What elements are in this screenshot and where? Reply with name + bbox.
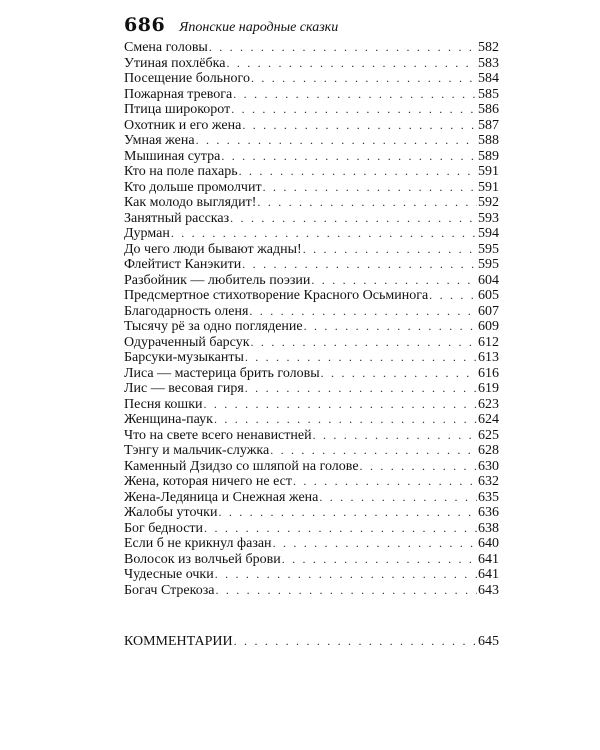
toc-entry[interactable] (124, 242, 499, 258)
table-of-contents (124, 40, 499, 598)
toc-entry[interactable] (124, 211, 499, 227)
toc-entry-title: Предсмертное стихотворение Красного Осьминога (124, 288, 429, 303)
toc-entry-page: 641 (478, 567, 499, 582)
dot-leader (245, 381, 477, 397)
toc-entry-page: 609 (478, 319, 499, 334)
dot-leader (273, 536, 477, 552)
toc-entry-page: 583 (478, 55, 499, 71)
dot-leader (263, 180, 477, 196)
dot-leader (218, 505, 477, 521)
dot-leader (257, 195, 477, 211)
toc-entry-page: 645 (478, 634, 499, 649)
toc-entry[interactable] (124, 288, 499, 304)
toc-entry[interactable] (124, 226, 499, 242)
dot-leader (226, 56, 477, 72)
dot-leader (215, 583, 477, 599)
toc-entry[interactable] (124, 567, 499, 583)
dot-leader (293, 474, 477, 490)
toc-entry-page: 638 (478, 520, 499, 536)
toc-entry-page: 613 (478, 350, 499, 365)
toc-entry-page: 643 (478, 582, 499, 598)
dot-leader (234, 632, 477, 650)
toc-entry-title: Каменный Дзидзо со шляпой на голове (124, 458, 359, 474)
toc-entry-page: 623 (478, 396, 499, 412)
toc-entry-page: 591 (478, 179, 499, 195)
toc-entry-page: 628 (478, 443, 499, 458)
dot-leader (251, 335, 477, 351)
toc-entry-title: Как молодо выглядит! (124, 195, 257, 210)
toc-entry-title: Умная жена (124, 133, 195, 148)
toc-entry-page: 585 (478, 86, 499, 102)
toc-entry-title: Занятный рассказ (124, 210, 230, 226)
dot-leader (429, 288, 477, 304)
toc-entry-title: Разбойник — любитель поэзии (124, 272, 311, 288)
toc-entry[interactable] (124, 102, 499, 118)
toc-entry[interactable] (124, 335, 499, 351)
toc-entry-commentary[interactable] (124, 632, 499, 650)
toc-entry-page: 595 (478, 241, 499, 257)
toc-entry[interactable] (124, 350, 499, 366)
toc-entry-page: 589 (478, 148, 499, 164)
toc-entry-title: Лис — весовая гиря (124, 381, 244, 396)
page-header (124, 14, 338, 38)
toc-entry-page: 635 (478, 489, 499, 505)
toc-entry-page: 604 (478, 272, 499, 288)
toc-entry-page: 591 (478, 164, 499, 179)
toc-entry-title: Флейтист Канэкити (124, 257, 242, 272)
toc-entry[interactable] (124, 56, 499, 72)
toc-entry[interactable] (124, 195, 499, 211)
toc-entry-page: 592 (478, 195, 499, 210)
toc-entry-title: Охотник и его жена (124, 117, 242, 133)
toc-entry-title: Благодарность оленя (124, 303, 249, 319)
toc-entry[interactable] (124, 381, 499, 397)
toc-entry-title: Птица широкорот (124, 102, 231, 117)
toc-entry-title: Жена, которая ничего не ест (124, 474, 292, 489)
dot-leader (239, 164, 477, 180)
toc-entry-page: 619 (478, 381, 499, 396)
toc-entry-page: 641 (478, 551, 499, 567)
commentary-section (124, 632, 499, 650)
toc-entry-page: 640 (478, 536, 499, 551)
dot-leader (231, 102, 477, 118)
dot-leader (196, 133, 477, 149)
dot-leader (204, 521, 477, 537)
toc-entry[interactable] (124, 87, 499, 103)
toc-entry[interactable] (124, 164, 499, 180)
dot-leader (270, 443, 477, 459)
toc-entry-page: 593 (478, 210, 499, 226)
dot-leader (233, 87, 477, 103)
toc-entry-page: 588 (478, 133, 499, 148)
running-title: Японские народные сказки (179, 20, 339, 35)
toc-entry-title: Смена головы (124, 40, 208, 55)
toc-entry[interactable] (124, 552, 499, 568)
toc-entry[interactable] (124, 180, 499, 196)
toc-entry-title: Кто дольше промолчит (124, 179, 262, 195)
toc-entry-page: 636 (478, 505, 499, 520)
toc-entry[interactable] (124, 118, 499, 134)
dot-leader (245, 350, 477, 366)
dot-leader (215, 567, 477, 583)
toc-entry[interactable] (124, 505, 499, 521)
toc-entry[interactable] (124, 366, 499, 382)
dot-leader (311, 273, 477, 289)
toc-entry-title: Песня кошки (124, 396, 203, 412)
toc-entry[interactable] (124, 443, 499, 459)
dot-leader (282, 552, 477, 568)
toc-entry-title: КОММЕНТАРИИ (124, 634, 233, 649)
toc-entry[interactable] (124, 428, 499, 444)
toc-entry-title: Что на свете всего ненавистней (124, 427, 312, 443)
toc-entry-page: 595 (478, 257, 499, 272)
dot-leader (203, 397, 477, 413)
toc-entry-page: 594 (478, 226, 499, 241)
dot-leader (304, 319, 477, 335)
page-number: 686 (124, 14, 166, 36)
toc-entry-page: 630 (478, 458, 499, 474)
dot-leader (221, 149, 477, 165)
toc-entry-title: Волосок из волчьей брови (124, 551, 281, 567)
dot-leader (230, 211, 477, 227)
toc-entry-page: 607 (478, 303, 499, 319)
toc-entry[interactable] (124, 521, 499, 537)
dot-leader (171, 226, 477, 242)
dot-leader (360, 459, 477, 475)
toc-entry-title: Лиса — мастерица брить головы (124, 365, 320, 381)
dot-leader (209, 40, 477, 56)
toc-entry-page: 586 (478, 102, 499, 117)
toc-entry[interactable] (124, 273, 499, 289)
toc-entry-title: Пожарная тревога (124, 86, 233, 102)
dot-leader (313, 428, 477, 444)
toc-entry-title: Жалобы уточки (124, 505, 218, 520)
toc-entry-title: Мышиная сутра (124, 148, 221, 164)
toc-entry[interactable] (124, 490, 499, 506)
toc-entry[interactable] (124, 397, 499, 413)
toc-entry-title: Бог бедности (124, 520, 204, 536)
toc-entry-title: Чудесные очки (124, 567, 214, 582)
toc-entry[interactable] (124, 133, 499, 149)
dot-leader (303, 242, 477, 258)
dot-leader (214, 412, 477, 428)
toc-entry[interactable] (124, 583, 499, 599)
toc-entry[interactable] (124, 257, 499, 273)
dot-leader (251, 71, 477, 87)
toc-entry[interactable] (124, 149, 499, 165)
toc-entry-title: Тысячу рё за одно поглядение (124, 319, 303, 334)
toc-entry-page: 587 (478, 117, 499, 133)
toc-entry-title: Посещение больного (124, 71, 250, 86)
toc-entry-page: 584 (478, 71, 499, 86)
toc-entry-page: 624 (478, 412, 499, 427)
toc-entry-title: Женщина-паук (124, 412, 213, 427)
toc-entry-page: 582 (478, 40, 499, 55)
toc-entry-title: Богач Стрекоза (124, 582, 215, 598)
toc-entry[interactable] (124, 319, 499, 335)
toc-entry[interactable] (124, 474, 499, 490)
toc-entry-title: Кто на поле пахарь (124, 164, 238, 179)
toc-entry-page: 632 (478, 474, 499, 489)
toc-entry-title: Дурман (124, 226, 170, 241)
toc-entry-title: Одураченный барсук (124, 334, 250, 350)
toc-entry-page: 625 (478, 427, 499, 443)
dot-leader (321, 366, 477, 382)
dot-leader (249, 304, 477, 320)
toc-entry-title: Если б не крикнул фазан (124, 536, 272, 551)
dot-leader (242, 118, 477, 134)
toc-entry-title: Утиная похлёбка (124, 55, 226, 71)
toc-entry-page: 616 (478, 365, 499, 381)
toc-entry-title: До чего люди бывают жадны! (124, 241, 302, 257)
toc-entry[interactable] (124, 536, 499, 552)
toc-entry-title: Жена-Ледяница и Снежная жена (124, 489, 319, 505)
toc-entry[interactable] (124, 304, 499, 320)
toc-entry-title: Тэнгу и мальчик-служка (124, 443, 270, 458)
dot-leader (242, 257, 477, 273)
toc-entry-title: Барсуки-музыканты (124, 350, 244, 365)
dot-leader (319, 490, 477, 506)
toc-entry-page: 605 (478, 288, 499, 303)
toc-entry[interactable] (124, 459, 499, 475)
toc-entry-page: 612 (478, 334, 499, 350)
toc-entry[interactable] (124, 412, 499, 428)
toc-entry[interactable] (124, 71, 499, 87)
toc-entry[interactable] (124, 40, 499, 56)
